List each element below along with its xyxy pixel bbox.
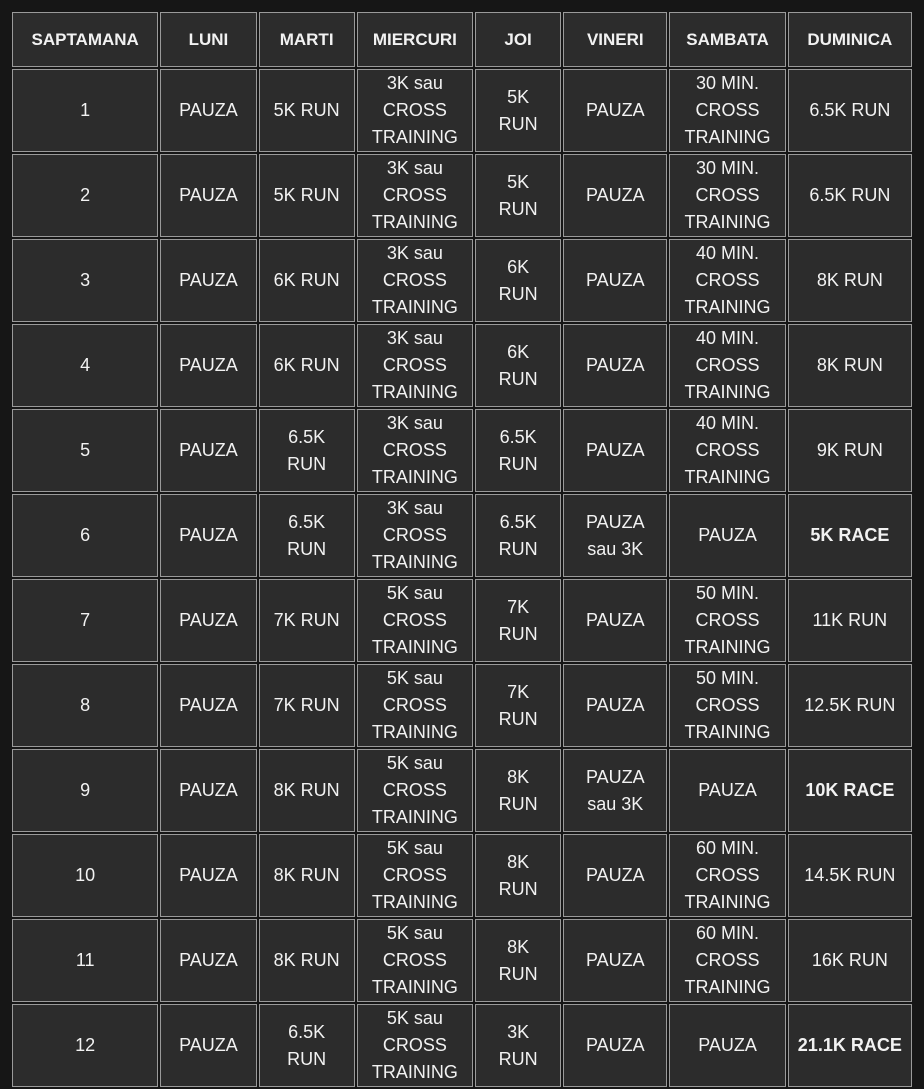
cell-wednesday: 3K sau CROSS TRAINING	[357, 409, 473, 492]
cell-monday: PAUZA	[160, 239, 256, 322]
table-row	[12, 579, 912, 662]
cell-sunday: 14.5K RUN	[788, 834, 912, 917]
cell-tuesday: 6.5K RUN	[259, 1004, 355, 1087]
cell-thursday: 5K RUN	[475, 69, 561, 152]
cell-wednesday: 3K sau CROSS TRAINING	[357, 154, 473, 237]
cell-friday: PAUZA sau 3K	[563, 494, 667, 577]
cell-wednesday: 3K sau CROSS TRAINING	[357, 239, 473, 322]
header-monday: LUNI	[160, 12, 256, 67]
cell-wednesday: 3K sau CROSS TRAINING	[357, 69, 473, 152]
cell-week: 9	[12, 749, 158, 832]
cell-saturday: 50 MIN. CROSS TRAINING	[669, 664, 785, 747]
cell-tuesday: 8K RUN	[259, 749, 355, 832]
cell-thursday: 3K RUN	[475, 1004, 561, 1087]
cell-thursday: 6.5K RUN	[475, 494, 561, 577]
cell-tuesday: 7K RUN	[259, 579, 355, 662]
cell-monday: PAUZA	[160, 69, 256, 152]
header-saturday: SAMBATA	[669, 12, 785, 67]
cell-tuesday: 8K RUN	[259, 834, 355, 917]
cell-monday: PAUZA	[160, 579, 256, 662]
cell-friday: PAUZA sau 3K	[563, 749, 667, 832]
table-row	[12, 69, 912, 152]
table-row	[12, 239, 912, 322]
header-tuesday: MARTI	[259, 12, 355, 67]
cell-thursday: 8K RUN	[475, 834, 561, 917]
cell-wednesday: 3K sau CROSS TRAINING	[357, 324, 473, 407]
cell-thursday: 8K RUN	[475, 749, 561, 832]
table-body	[12, 69, 912, 1087]
cell-sunday: 11K RUN	[788, 579, 912, 662]
cell-thursday: 6K RUN	[475, 324, 561, 407]
cell-week: 5	[12, 409, 158, 492]
cell-monday: PAUZA	[160, 1004, 256, 1087]
cell-monday: PAUZA	[160, 154, 256, 237]
cell-tuesday: 7K RUN	[259, 664, 355, 747]
table-row	[12, 834, 912, 917]
table-row	[12, 664, 912, 747]
training-plan-table	[10, 10, 914, 1089]
header-row	[12, 12, 912, 67]
table-row	[12, 154, 912, 237]
cell-sunday: 5K RACE	[788, 494, 912, 577]
table-row	[12, 1004, 912, 1087]
cell-friday: PAUZA	[563, 919, 667, 1002]
cell-thursday: 6.5K RUN	[475, 409, 561, 492]
cell-monday: PAUZA	[160, 749, 256, 832]
cell-saturday: 40 MIN. CROSS TRAINING	[669, 324, 785, 407]
cell-saturday: 30 MIN. CROSS TRAINING	[669, 69, 785, 152]
cell-tuesday: 8K RUN	[259, 919, 355, 1002]
cell-week: 7	[12, 579, 158, 662]
table-row	[12, 494, 912, 577]
cell-week: 3	[12, 239, 158, 322]
cell-thursday: 7K RUN	[475, 579, 561, 662]
cell-week: 10	[12, 834, 158, 917]
cell-tuesday: 5K RUN	[259, 154, 355, 237]
cell-sunday: 8K RUN	[788, 324, 912, 407]
cell-monday: PAUZA	[160, 324, 256, 407]
cell-wednesday: 5K sau CROSS TRAINING	[357, 664, 473, 747]
cell-sunday: 9K RUN	[788, 409, 912, 492]
header-thursday: JOI	[475, 12, 561, 67]
cell-friday: PAUZA	[563, 324, 667, 407]
cell-saturday: 60 MIN. CROSS TRAINING	[669, 919, 785, 1002]
cell-tuesday: 6.5K RUN	[259, 494, 355, 577]
cell-friday: PAUZA	[563, 69, 667, 152]
cell-saturday: 40 MIN. CROSS TRAINING	[669, 239, 785, 322]
cell-week: 1	[12, 69, 158, 152]
cell-sunday: 12.5K RUN	[788, 664, 912, 747]
cell-monday: PAUZA	[160, 664, 256, 747]
header-friday: VINERI	[563, 12, 667, 67]
cell-friday: PAUZA	[563, 239, 667, 322]
cell-sunday: 6.5K RUN	[788, 154, 912, 237]
header-sunday: DUMINICA	[788, 12, 912, 67]
cell-friday: PAUZA	[563, 834, 667, 917]
cell-saturday: PAUZA	[669, 494, 785, 577]
cell-tuesday: 6K RUN	[259, 239, 355, 322]
cell-saturday: 60 MIN. CROSS TRAINING	[669, 834, 785, 917]
cell-sunday: 10K RACE	[788, 749, 912, 832]
table-row	[12, 324, 912, 407]
cell-thursday: 7K RUN	[475, 664, 561, 747]
table-row	[12, 919, 912, 1002]
cell-saturday: PAUZA	[669, 1004, 785, 1087]
cell-thursday: 5K RUN	[475, 154, 561, 237]
cell-sunday: 16K RUN	[788, 919, 912, 1002]
cell-friday: PAUZA	[563, 154, 667, 237]
cell-saturday: 50 MIN. CROSS TRAINING	[669, 579, 785, 662]
cell-wednesday: 5K sau CROSS TRAINING	[357, 834, 473, 917]
cell-thursday: 6K RUN	[475, 239, 561, 322]
cell-saturday: 30 MIN. CROSS TRAINING	[669, 154, 785, 237]
cell-wednesday: 3K sau CROSS TRAINING	[357, 494, 473, 577]
table-row	[12, 749, 912, 832]
cell-saturday: 40 MIN. CROSS TRAINING	[669, 409, 785, 492]
cell-monday: PAUZA	[160, 919, 256, 1002]
cell-tuesday: 6K RUN	[259, 324, 355, 407]
cell-wednesday: 5K sau CROSS TRAINING	[357, 1004, 473, 1087]
cell-sunday: 21.1K RACE	[788, 1004, 912, 1087]
cell-week: 11	[12, 919, 158, 1002]
cell-monday: PAUZA	[160, 409, 256, 492]
cell-friday: PAUZA	[563, 664, 667, 747]
cell-monday: PAUZA	[160, 494, 256, 577]
cell-wednesday: 5K sau CROSS TRAINING	[357, 919, 473, 1002]
cell-thursday: 8K RUN	[475, 919, 561, 1002]
header-week: SAPTAMANA	[12, 12, 158, 67]
cell-week: 4	[12, 324, 158, 407]
cell-sunday: 8K RUN	[788, 239, 912, 322]
cell-sunday: 6.5K RUN	[788, 69, 912, 152]
cell-week: 2	[12, 154, 158, 237]
cell-week: 12	[12, 1004, 158, 1087]
table-row	[12, 409, 912, 492]
cell-saturday: PAUZA	[669, 749, 785, 832]
cell-wednesday: 5K sau CROSS TRAINING	[357, 749, 473, 832]
cell-monday: PAUZA	[160, 834, 256, 917]
cell-week: 8	[12, 664, 158, 747]
header-wednesday: MIERCURI	[357, 12, 473, 67]
cell-tuesday: 6.5K RUN	[259, 409, 355, 492]
cell-friday: PAUZA	[563, 1004, 667, 1087]
cell-week: 6	[12, 494, 158, 577]
cell-wednesday: 5K sau CROSS TRAINING	[357, 579, 473, 662]
cell-friday: PAUZA	[563, 409, 667, 492]
cell-friday: PAUZA	[563, 579, 667, 662]
cell-tuesday: 5K RUN	[259, 69, 355, 152]
